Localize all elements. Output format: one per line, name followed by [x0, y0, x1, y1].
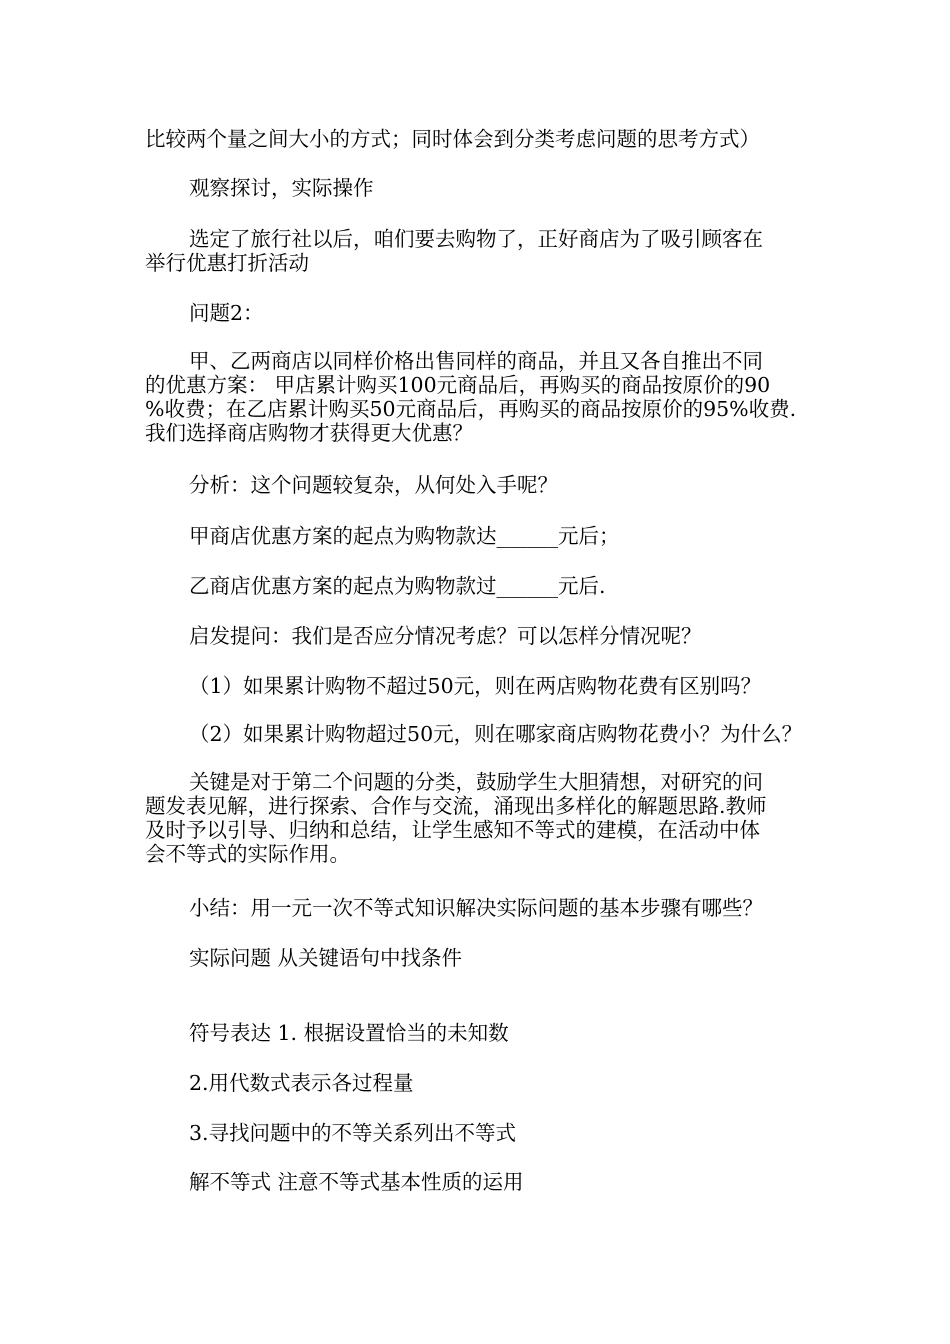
paragraph-step-actual-problem [145, 946, 825, 970]
text-line: 会不等式的实际作用。 [145, 842, 350, 866]
text-line: 举行优惠打折活动 [145, 251, 309, 275]
paragraph-question-2-heading [145, 301, 825, 325]
text-line: 小结：用一元一次不等式知识解决实际问题的基本步骤有哪些？ [189, 896, 763, 920]
text-line: 我们选择商店购物才获得更大优惠？ [145, 421, 473, 445]
text-line: 及时予以引导、归纳和总结，让学生感知不等式的建模，在活动中体 [145, 818, 760, 842]
text-line: 启发提问：我们是否应分情况考虑？可以怎样分情况呢？ [189, 624, 702, 648]
paragraph-question-2-body [145, 349, 825, 445]
text-line: 分析：这个问题较复杂，从何处入手呢？ [189, 473, 558, 497]
paragraph-observe [145, 176, 825, 200]
paragraph-store-b-blank [145, 574, 825, 598]
text-line: （2）如果累计购物超过50元，则在哪家商店购物花费小？为什么？ [189, 722, 803, 746]
paragraph-store-a-blank [145, 524, 825, 548]
text-line: 甲商店优惠方案的起点为购物款达______元后； [189, 524, 620, 548]
paragraph-prompt [145, 624, 825, 648]
text-line: 乙商店优惠方案的起点为购物款过______元后. [189, 574, 606, 598]
paragraph-summary [145, 896, 825, 920]
text-line: 比较两个量之间大小的方式；同时体会到分类考虑问题的思考方式） [145, 127, 760, 151]
paragraph-step-inequality [145, 1121, 825, 1145]
text-line: 关键是对于第二个问题的分类，鼓励学生大胆猜想，对研究的问 [189, 770, 763, 794]
text-line: 选定了旅行社以后，咱们要去购物了，正好商店为了吸引顾客在 [189, 227, 763, 251]
text-line: 2.用代数式表示各过程量 [189, 1071, 414, 1095]
paragraph-case-2 [145, 722, 825, 746]
paragraph-shopping-intro [145, 227, 825, 275]
paragraph-step-symbolic [145, 1021, 825, 1045]
text-line: 问题2： [189, 301, 264, 325]
text-line: 的优惠方案： 甲店累计购买100元商品后，再购买的商品按原价的90 [145, 373, 771, 397]
text-line: 题发表见解，进行探索、合作与交流，涌现出多样化的解题思路.教师 [145, 794, 767, 818]
paragraph-analysis [145, 473, 825, 497]
text-line: 3.寻找问题中的不等关系列出不等式 [189, 1121, 517, 1145]
paragraph-intro-continuation [145, 127, 825, 151]
text-line: 甲、乙两商店以同样价格出售同样的商品，并且又各自推出不同 [189, 349, 763, 373]
text-line: %收费；在乙店累计购买50元商品后，再购买的商品按原价的95%收费. [145, 397, 797, 421]
paragraph-key-point [145, 770, 825, 866]
paragraph-step-solve [145, 1170, 825, 1194]
text-line: 符号表达 1. 根据设置恰当的未知数 [189, 1021, 509, 1045]
text-line: 解不等式 注意不等式基本性质的运用 [189, 1170, 524, 1194]
text-line: 实际问题 从关键语句中找条件 [189, 946, 463, 970]
text-line: 观察探讨，实际操作 [189, 176, 374, 200]
paragraph-case-1 [145, 674, 825, 698]
paragraph-step-algebraic [145, 1071, 825, 1095]
text-line: （1）如果累计购物不超过50元，则在两店购物花费有区别吗？ [189, 674, 762, 698]
